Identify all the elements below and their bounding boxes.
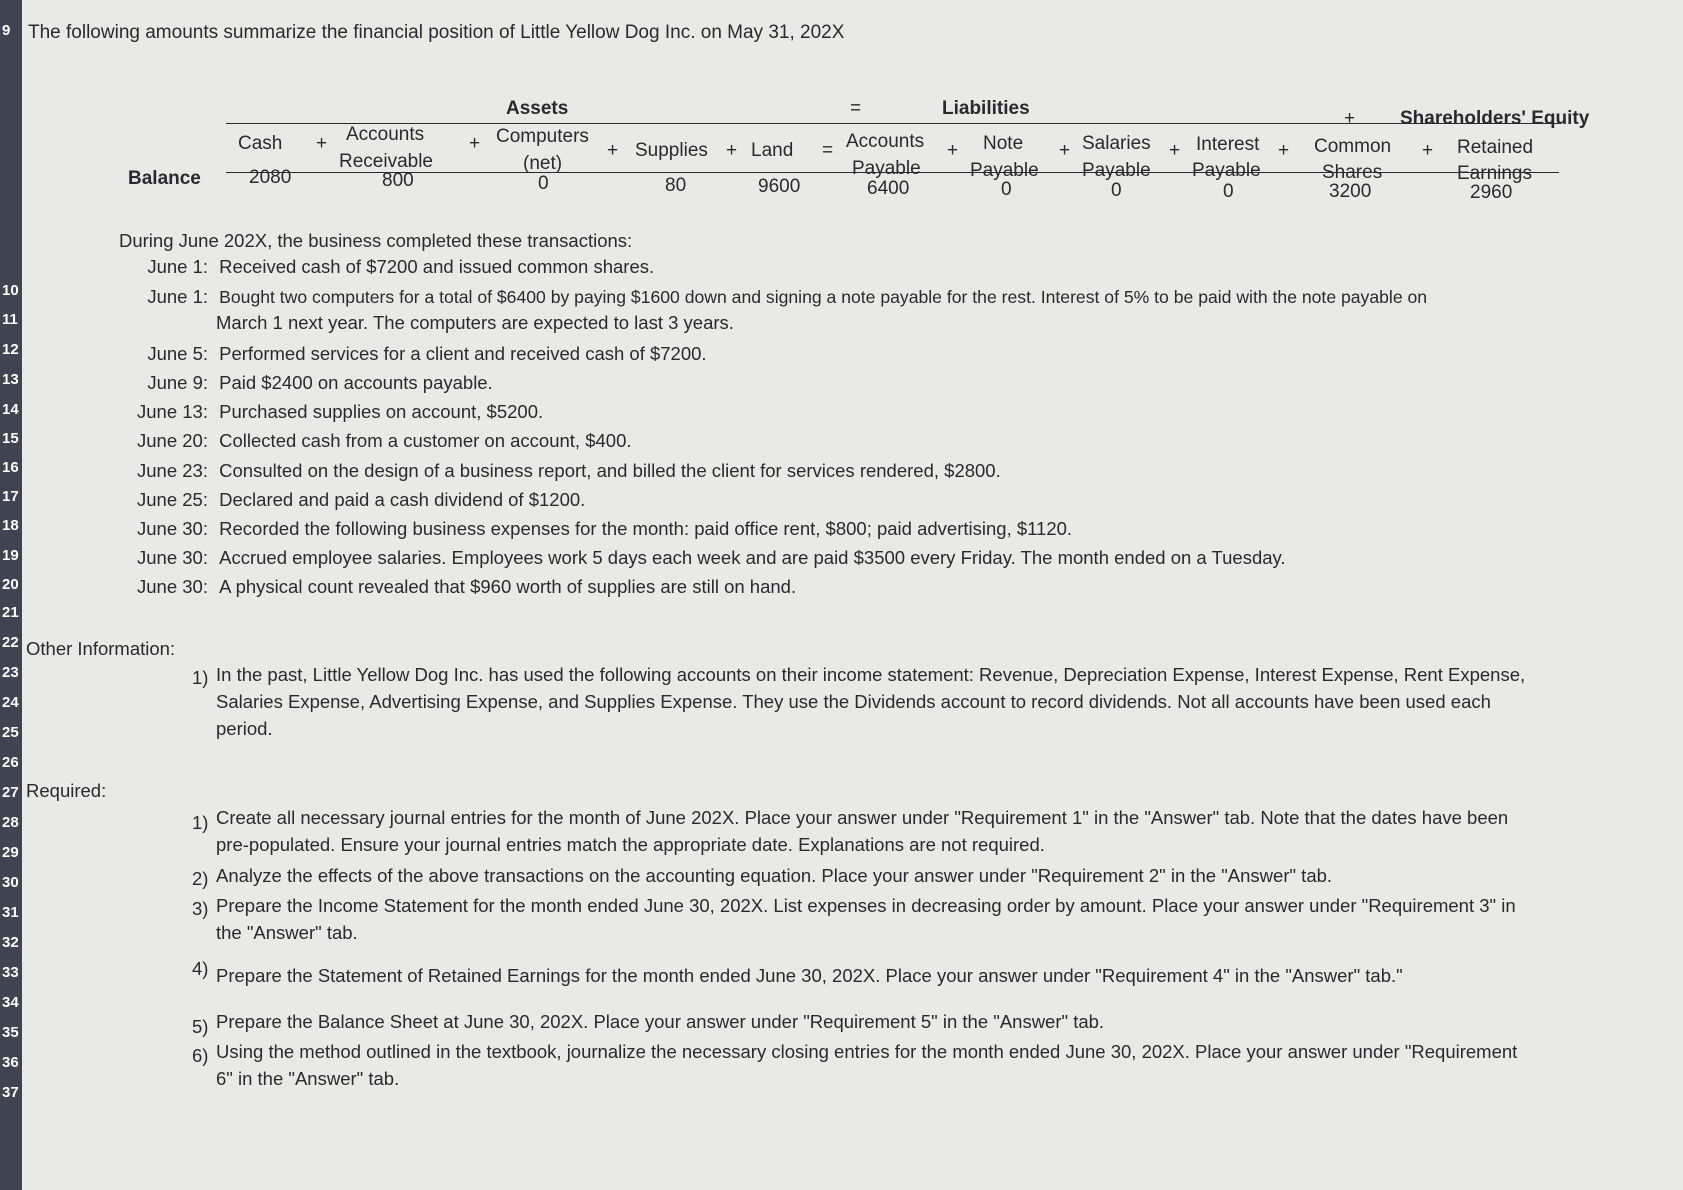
row-number: 16 <box>2 459 19 476</box>
row-number: 10 <box>2 282 19 299</box>
value-computers: 0 <box>538 173 549 194</box>
values-rule <box>226 172 1559 173</box>
transaction-date: June 30: <box>137 547 208 568</box>
equals-sign: = <box>850 98 862 119</box>
plus-sign: + <box>1422 140 1434 161</box>
row-number: 18 <box>2 517 19 534</box>
row-number: 32 <box>2 934 19 951</box>
transaction-date: June 23: <box>137 460 208 481</box>
row-number: 35 <box>2 1024 19 1041</box>
col-ip-line2: Payable <box>1192 160 1261 181</box>
transaction-date: June 25: <box>137 489 208 510</box>
transaction-item <box>130 547 1286 569</box>
transaction-date: June 30: <box>137 576 208 597</box>
plus-sign: + <box>1278 140 1290 161</box>
transaction-text: Bought two computers for a total of $6400 by paying $1600 down and signing a note payable for the rest. Interest of 5% to be paid with the note payable on <box>219 287 1428 307</box>
row-number: 31 <box>2 904 19 921</box>
col-sp-line2: Payable <box>1082 160 1151 181</box>
row-number: 27 <box>2 784 19 801</box>
transaction-text: Recorded the following business expenses for the month: paid office rent, $800; paid advertising, $1120. <box>219 518 1073 539</box>
row-number: 34 <box>2 994 19 1011</box>
plus-sign: + <box>1344 108 1356 129</box>
row-number: 11 <box>2 311 18 328</box>
value-np: 0 <box>1001 179 1012 200</box>
plus-sign: + <box>469 133 481 154</box>
row-number: 26 <box>2 754 19 771</box>
required-heading: Required: <box>26 780 107 801</box>
transaction-text: Accrued employee salaries. Employees work 5 days each week and are paid $3500 every Friday. The month ended on a Tuesday. <box>219 547 1286 568</box>
row-number: 36 <box>2 1054 19 1071</box>
transaction-date: June 9: <box>147 372 208 393</box>
col-ip-line1: Interest <box>1196 134 1260 155</box>
transaction-item <box>130 372 493 394</box>
transaction-text-continued: March 1 next year. The computers are expected to last 3 years. <box>216 312 734 333</box>
col-computers-line1: Computers <box>496 126 589 147</box>
transaction-text: A physical count revealed that $960 worth of supplies are still on hand. <box>219 576 797 597</box>
transaction-text: Paid $2400 on accounts payable. <box>219 372 493 393</box>
value-sp: 0 <box>1111 180 1122 201</box>
header-rule <box>226 123 1559 124</box>
row-number-gutter <box>0 0 22 1190</box>
row-number: 22 <box>2 634 19 651</box>
transaction-item <box>130 430 632 452</box>
value-cash: 2080 <box>249 167 292 188</box>
transaction-item <box>130 343 707 365</box>
row-number: 19 <box>2 547 19 564</box>
col-ap-line1: Accounts <box>846 131 925 152</box>
transaction-date: June 13: <box>137 401 208 422</box>
row-number: 12 <box>2 341 19 358</box>
row-number: 21 <box>2 604 19 621</box>
plus-sign: + <box>1169 140 1181 161</box>
transaction-text: Purchased supplies on account, $5200. <box>219 401 544 422</box>
col-cash: Cash <box>238 133 283 154</box>
transaction-item <box>130 460 1001 482</box>
equity-header: Shareholders' Equity <box>1400 108 1590 129</box>
transaction-item <box>130 518 1072 540</box>
transaction-text: Performed services for a client and received cash of $7200. <box>219 343 707 364</box>
transaction-text: Consulted on the design of a business report, and billed the client for services rendered, $2800. <box>219 460 1001 481</box>
transaction-date: June 1: <box>147 286 208 307</box>
value-supplies: 80 <box>665 175 687 196</box>
required-item-text: Using the method outlined in the textbook, journalize the necessary closing entries for the month ended June 30, 202X. Place your answer under "Requirement 6" in the "Answer" tab. <box>216 1041 1518 1089</box>
value-ap: 6400 <box>867 178 910 199</box>
row-number: 15 <box>2 430 19 447</box>
col-ar-line2: Receivable <box>339 151 433 172</box>
value-cs: 3200 <box>1329 181 1372 202</box>
row-number: 28 <box>2 814 19 831</box>
transaction-text: Received cash of $7200 and issued common shares. <box>219 256 655 277</box>
row-number: 13 <box>2 371 19 388</box>
transaction-date: June 20: <box>137 430 208 451</box>
transaction-item <box>130 576 796 598</box>
col-ar-line1: Accounts <box>346 124 425 145</box>
required-item-text: Create all necessary journal entries for the month of June 202X. Place your answer under "Requirement 1" in the "Answer" tab. Note that the dates have been pre-populated. Ensure your journal entries match the appropriate date. Explanations are not required. <box>216 807 1509 855</box>
other-item-text: In the past, Little Yellow Dog Inc. has used the following accounts on their income statement: Revenue, Depreciation Expense, Interest Expense, Rent Expense, Salaries Expense, Advertising Expense, and Supplies Expense. They use the Dividends account to record dividends. Not all accounts have been used each period. <box>216 664 1526 739</box>
value-land: 9600 <box>758 176 801 197</box>
equals-sign: = <box>822 140 834 161</box>
row-number: 23 <box>2 664 19 681</box>
assets-header: Assets <box>506 98 569 119</box>
transaction-date: June 30: <box>137 518 208 539</box>
row-number: 25 <box>2 724 19 741</box>
row-number: 17 <box>2 488 19 505</box>
row-number: 20 <box>2 576 19 593</box>
row-number: 29 <box>2 844 19 861</box>
row-number: 14 <box>2 401 19 418</box>
plus-sign: + <box>726 140 738 161</box>
required-item-number: 5) <box>192 1016 209 1037</box>
transaction-text: Collected cash from a customer on account, $400. <box>219 430 632 451</box>
row-number: 30 <box>2 874 19 891</box>
col-computers-line2: (net) <box>523 153 563 174</box>
transaction-item <box>130 256 654 278</box>
required-item-number: 2) <box>192 868 209 889</box>
transaction-item <box>130 401 543 423</box>
plus-sign: + <box>607 140 619 161</box>
transaction-date: June 5: <box>147 343 208 364</box>
page-title: The following amounts summarize the financial position of Little Yellow Dog Inc. on May 31, 202X <box>28 22 845 43</box>
col-re-line2: Earnings <box>1457 163 1532 184</box>
required-item-text: Prepare the Statement of Retained Earnings for the month ended June 30, 202X. Place your answer under "Requirement 4" in the "Answer" tab." <box>216 965 1403 986</box>
other-item-number: 1) <box>192 667 209 688</box>
required-item-number: 3) <box>192 898 209 919</box>
row-number: 24 <box>2 694 19 711</box>
required-item-number: 1) <box>192 812 209 833</box>
liabilities-header: Liabilities <box>942 98 1030 119</box>
col-np-line2: Payable <box>970 160 1039 181</box>
required-item-number: 6) <box>192 1045 209 1066</box>
plus-sign: + <box>1059 140 1071 161</box>
required-item-number: 4) <box>192 958 209 979</box>
plus-sign: + <box>947 140 959 161</box>
balance-label: Balance <box>128 168 201 189</box>
required-item-text: Prepare the Balance Sheet at June 30, 202X. Place your answer under "Requirement 5" in the "Answer" tab. <box>216 1011 1105 1032</box>
row-number: 33 <box>2 964 19 981</box>
row-number: 9 <box>2 22 11 39</box>
document-page <box>26 0 1683 1190</box>
transaction-text: Declared and paid a cash dividend of $1200. <box>219 489 586 510</box>
row-number: 37 <box>2 1084 19 1101</box>
col-ap-line2: Payable <box>852 158 921 179</box>
value-ip: 0 <box>1223 181 1234 202</box>
col-np-line1: Note <box>983 133 1024 154</box>
transactions-intro: During June 202X, the business completed these transactions: <box>119 230 633 251</box>
transaction-item <box>130 286 1427 308</box>
value-re: 2960 <box>1470 182 1513 203</box>
col-cs-line1: Common <box>1314 136 1392 157</box>
required-item-text: Prepare the Income Statement for the month ended June 30, 202X. List expenses in decreasing order by amount. Place your answer under "Requirement 3" in the "Answer" tab. <box>216 895 1516 943</box>
col-cs-line2: Shares <box>1322 162 1383 183</box>
col-supplies: Supplies <box>635 140 708 161</box>
value-ar: 800 <box>382 170 414 191</box>
col-sp-line1: Salaries <box>1082 133 1151 154</box>
transaction-date: June 1: <box>147 256 208 277</box>
transaction-item <box>130 489 585 511</box>
col-land: Land <box>751 140 794 161</box>
other-information-heading: Other Information: <box>26 638 176 659</box>
required-item-text: Analyze the effects of the above transactions on the accounting equation. Place your answer under "Requirement 2" in the "Answer" tab. <box>216 865 1333 886</box>
plus-sign: + <box>316 133 328 154</box>
col-re-line1: Retained <box>1457 137 1534 158</box>
